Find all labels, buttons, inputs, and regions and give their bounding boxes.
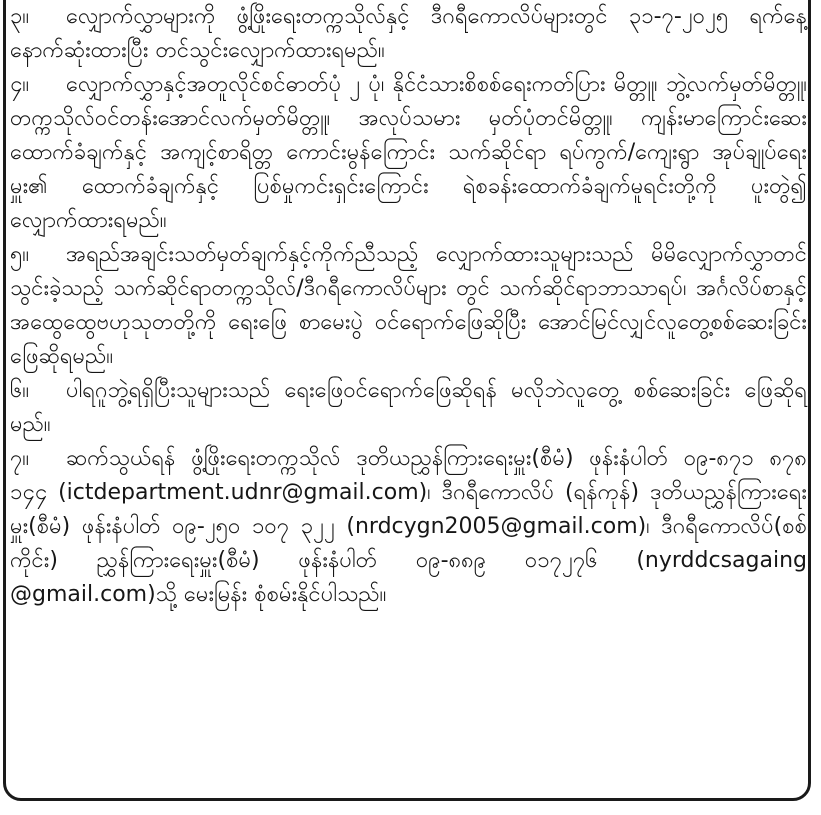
paragraph-text: အရည်အချင်းသတ်မှတ်ချက်နှင့်ကိုက်ညီသည့် လျှောက်ထားသူများသည် မိမိလျှောက်လွှာတင်သွင်းခဲ့သည့် သက်ဆိုင်ရာတက္ကသိုလ်/ဒီဂရီကောလိပ်များ တွင် သက်ဆိုင်ရာဘာသာရပ်၊ အင်္ဂလိပ်စာနှင့်အထွေထွေဗဟုသုတတို့ကို ရေးဖြေ စာမေးပွဲ ဝင်ရောက်ဖြေဆိုပြီး အောင်မြင်လျှင်လူတွေ့စစ်ဆေးခြင်း ဖြေဆိုရမည်။ <box>10 242 807 369</box>
paragraph-text: ဆက်သွယ်ရန် ဖွံ့ဖြိုးရေးတက္ကသိုလ် ဒုတိယညွှန်ကြားရေးမှူး(စီမံ) ဖုန်းနံပါတ် ၀၉-၈၇၁ ၈၇၈ ၁၄၄ (ictdepartment.udnr@gmail.com)၊ ဒီဂရီကောလိပ် (ရန်ကုန်) ဒုတိယညွှန်ကြားရေးမှူး(စီမံ) ဖုန်းနံပါတ် ၀၉-၂၅၀ ၁၀၇ ၃၂၂ (nrdcygn2005@gmail.com)၊ ဒီဂရီကောလိပ်(စစ်ကိုင်း) ညွှန်ကြားရေးမှူး(စီမံ) ဖုန်းနံပါတ် ၀၉-၈၈၉ ၀၁၇၂၇၆ (nyrddcsagaing @gmail.com)သို့ မေးမြန်း စုံစမ်းနိုင်ပါသည်။ <box>10 446 807 607</box>
paragraph-6 <box>10 374 807 442</box>
paragraph-number: ၅။ <box>10 242 30 267</box>
paragraph-number: ၃။ <box>10 4 30 29</box>
paragraph-number: ၄။ <box>10 72 30 97</box>
paragraph-text: ပါရဂူဘွဲ့ရရှိပြီးသူများသည် ရေးဖြေဝင်ရောက်ဖြေဆိုရန် မလိုဘဲလူတွေ့ စစ်ဆေးခြင်း ဖြေဆိုရမည်။ <box>10 378 807 437</box>
paragraph-3 <box>10 0 807 68</box>
paragraph-7 <box>10 442 807 612</box>
paragraph-text: လျှောက်လွှာနှင့်အတူလိုင်စင်ဓာတ်ပုံ ၂ ပုံ၊ နိုင်ငံသားစိစစ်ရေးကတ်ပြား မိတ္တူ၊ ဘွဲ့လက်မှတ်မိတ္တူ၊ တက္ကသိုလ်ဝင်တန်းအောင်လက်မှတ်မိတ္တူ၊ အလုပ်သမား မှတ်ပုံတင်မိတ္တူ၊ ကျန်းမာကြောင်းဆေး ထောက်ခံချက်နှင့် အကျင့်စာရိတ္တ ကောင်းမွန်ကြောင်း သက်ဆိုင်ရာ ရပ်ကွက်/ကျေးရွာ အုပ်ချုပ်ရေးမှူး၏ ထောက်ခံချက်နှင့် ပြစ်မှုကင်းရှင်းကြောင်း ရဲစခန်းထောက်ခံချက်မူရင်းတို့ကို ပူးတွဲ၍ လျှောက်ထားရမည်။ <box>10 72 807 233</box>
paragraph-number: ၆။ <box>10 378 30 403</box>
paragraph-4 <box>10 68 807 238</box>
paragraph-text: လျှောက်လွှာများကို ဖွံ့ဖြိုးရေးတက္ကသိုလ်နှင့် ဒီဂရီကောလိပ်များတွင် ၃၁-၇-၂၀၂၅ ရက်နေ့ နောက်ဆုံးထားပြီး တင်သွင်းလျှောက်ထားရမည်။ <box>10 4 807 63</box>
paragraph-5 <box>10 238 807 374</box>
paragraph-number: ၇။ <box>10 446 30 471</box>
notice-content <box>10 0 807 612</box>
